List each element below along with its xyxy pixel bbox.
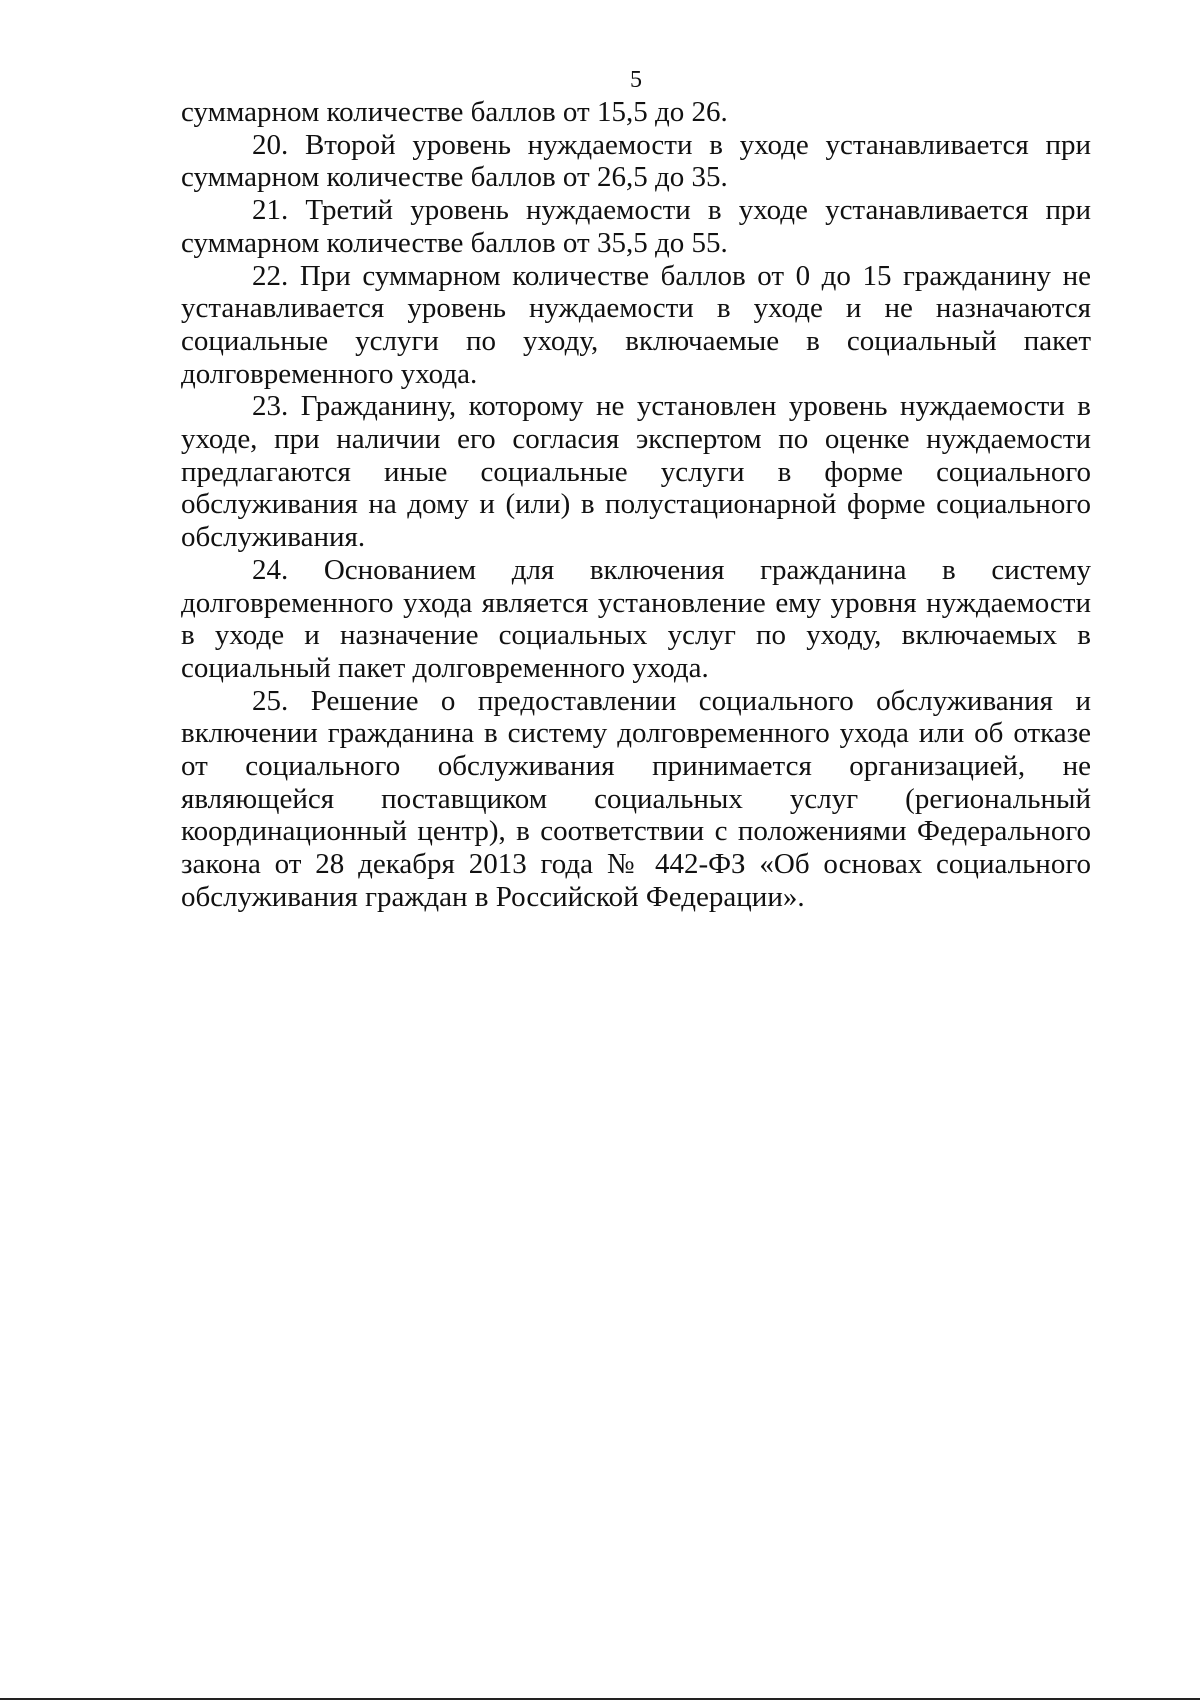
paragraph-19-continuation: суммарном количестве баллов от 15,5 до 26.	[181, 96, 728, 128]
paragraph-21: 21. Третий уровень нуждаемости в уходе устанавливается при суммарном количестве баллов от 35,5 до 55.	[181, 194, 1091, 259]
page-bottom-edge	[0, 1698, 1200, 1700]
page-number: 5	[630, 67, 642, 93]
paragraph-23: 23. Гражданину, которому не установлен уровень нуждаемости в уходе, при наличии его согласия экспертом по оценке нуждаемости предлагаются иные социальные услуги в форме социального обслуживания на дому и (или) в полустационарной форме социального обслуживания.	[181, 390, 1091, 554]
paragraph-20: 20. Второй уровень нуждаемости в уходе устанавливается при суммарном количестве баллов от 26,5 до 35.	[181, 128, 1091, 194]
paragraph-24: 24. Основанием для включения гражданина в систему долговременного ухода является установление ему уровня нуждаемости в уходе и назначение социальных услуг по уходу, включаемых в социальный пакет долговременного ухода.	[181, 553, 1091, 684]
document-body	[181, 96, 1091, 914]
paragraph-22: 22. При суммарном количестве баллов от 0 до 15 гражданину не устанавливается уровень нуждаемости в уходе и не назначаются социальные услуги по уходу, включаемые в социальный пакет долговременного ухода.	[181, 259, 1091, 390]
paragraph-25: 25. Решение о предоставлении социального обслуживания и включении гражданина в систему долговременного ухода или об отказе от социального обслуживания принимается организацией, не являющейся поставщиком социальных услуг (региональный координационный центр), в соответствии с положениями Федерального закона от 28 декабря 2013 года № 442-ФЗ «Об основах социального обслуживания граждан в Российской Федерации».	[181, 684, 1091, 913]
